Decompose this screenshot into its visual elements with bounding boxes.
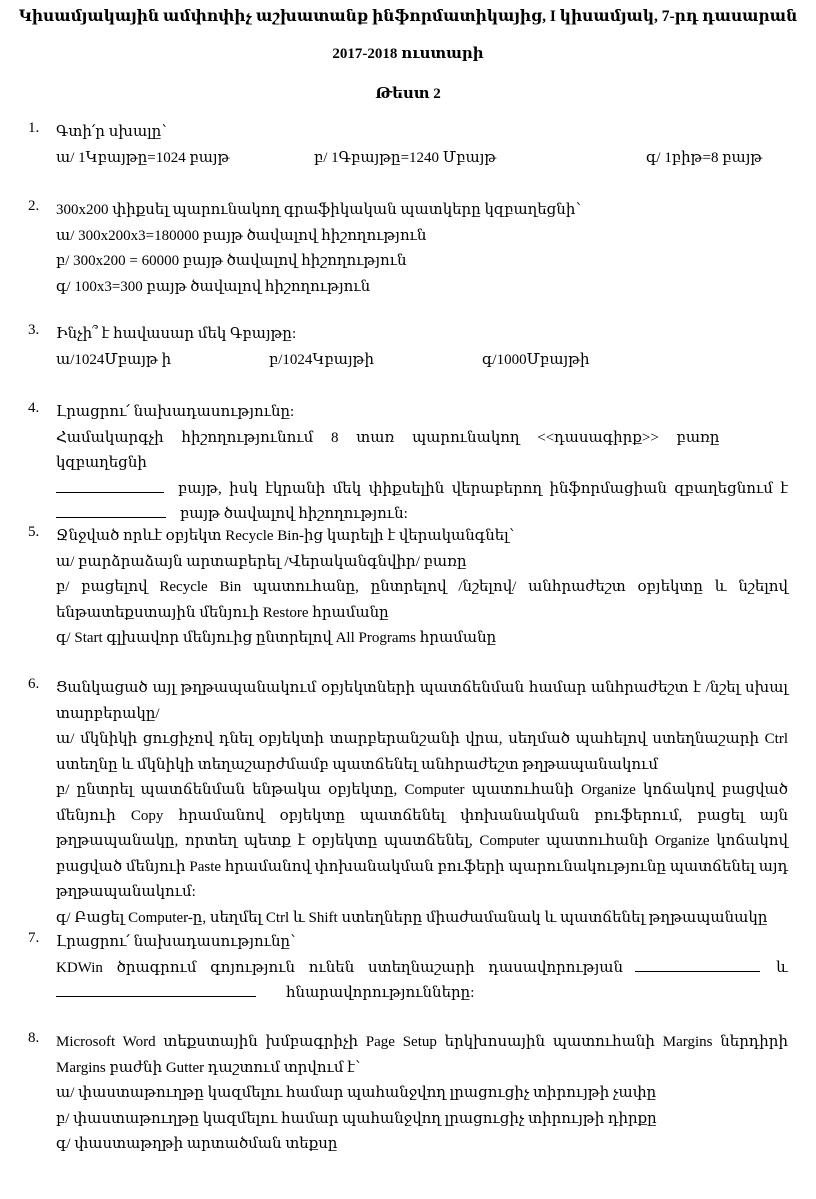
option-a: ա/ մկնիկի ցուցիչով դնել օբյեկտի տարբերանշանի վրա, սեղմած պահելով ստեղնաշարի Ctrl ստեղնը և մկնիկի տեղաշարժմամբ պատճենել անհրաժեշտ թղթապանակում bbox=[56, 731, 788, 773]
fill-sentence-line: KDWin ծրագրում գոյություն ունեն ստեղնաշարի դասավորության bbox=[56, 959, 624, 976]
school-year: 2017-2018 ուստարի bbox=[332, 46, 484, 62]
fill-sentence-line: Համակարգչի հիշողությունում 8 տառ պարունակող <<դասագիրք>> բառը կզբաղեցնի bbox=[56, 429, 720, 471]
question-number: 8. bbox=[28, 1030, 40, 1046]
question-number: 7. bbox=[28, 930, 40, 946]
option-b: բ/ 1Գբայթը=1240 Մբայթ bbox=[314, 149, 497, 166]
question-1 bbox=[28, 120, 788, 171]
question-5 bbox=[28, 524, 788, 652]
question-number: 3. bbox=[28, 322, 40, 338]
question-number: 5. bbox=[28, 524, 40, 540]
option-a: ա/ փաստաթուղթը կազմելու համար պահանջվող լրացուցիչ տիրույթի չափը bbox=[56, 1085, 657, 1101]
option-c: գ/1000Մբայթի bbox=[482, 351, 590, 368]
option-b: բ/ բացելով Recycle Bin պատուհանը, ընտրելով /նշելով/ անհրաժեշտ օբյեկտը և նշելով ենթատեքստային մենյուի Restore հրամանը bbox=[56, 579, 788, 621]
answer-blank[interactable] bbox=[56, 982, 256, 997]
document-title: Կիսամյակային ամփոփիչ աշխատանք ինֆորմատիկայից, I կիսամյակ, 7-րդ դասարան bbox=[18, 8, 798, 25]
fill-sentence-line: հնարավորությունները: bbox=[286, 985, 475, 1001]
question-stem: Լրացրու՛ նախադասությունը: bbox=[56, 404, 295, 420]
question-number: 4. bbox=[28, 400, 40, 416]
fill-sentence-line: բայթ, իսկ էկրանի մեկ փիքսելին վերաբերող ինֆորմացիան զբաղեցնում է bbox=[178, 480, 788, 497]
option-b: բ/1024Կբայթի bbox=[269, 351, 374, 368]
question-stem: Microsoft Word տեքստային խմբագրիչի Page Setup երկխոսային պատուհանի Margins ներդիրի Margins բաժնի Gutter դաշտում տրվում է՝ bbox=[56, 1034, 788, 1076]
question-number: 1. bbox=[28, 120, 40, 136]
fill-sentence-line: բայթ ծավալով հիշողություն: bbox=[180, 506, 408, 522]
question-4 bbox=[28, 400, 788, 528]
question-stem: Ցանկացած այլ թղթապանակում օբյեկտների պատճենման համար անհրաժեշտ է /նշել սխալ տարբերակը/ bbox=[56, 680, 788, 722]
question-2 bbox=[28, 198, 788, 300]
question-7 bbox=[28, 930, 788, 1007]
answer-blank[interactable] bbox=[56, 478, 164, 493]
answer-blank[interactable] bbox=[56, 503, 166, 518]
option-c: գ/ 100x3=300 բայթ ծավալով հիշողություն bbox=[56, 278, 371, 295]
question-stem: 300x200 փիքսել պարունակող գրաֆիկական պատկերը կզբաղեցնի՝ bbox=[56, 202, 581, 218]
option-a: ա/ 300x200x3=180000 բայթ ծավալով հիշողություն bbox=[56, 227, 427, 244]
question-8 bbox=[28, 1030, 788, 1158]
option-c: գ/ փաստաթղթի արտածման տեքսը bbox=[56, 1136, 338, 1152]
option-c: գ/ Բացել Computer-ը, սեղմել Ctrl և Shift ստեղները միաժամանակ և պատճենել թղթապանակը bbox=[56, 909, 768, 926]
option-a: ա/ 1Կբայթը=1024 բայթ bbox=[56, 149, 230, 166]
option-a: ա/1024Մբայթ ի bbox=[56, 351, 172, 368]
question-number: 2. bbox=[28, 198, 40, 214]
option-b: բ/ փաստաթուղթը կազմելու համար պահանջվող լրացուցիչ տիրույթի դիրքը bbox=[56, 1110, 657, 1127]
option-b: բ/ ընտրել պատճենման ենթակա օբյեկտը, Computer պատուհանի Organize կոճակով բացված մենյուի Copy հրամանով օբյեկտը պատճենել փոխանակման բուֆերում, բացել այն թղթապանակը, որտեղ պետք է օբյեկտը պատճենել, Computer պատուհանի Organize կոճակով բացված մենյուի Paste հրամանով փոխանակման բուֆերի պարունակությունը պատճենել այդ թղթապանակում: bbox=[56, 782, 788, 900]
question-stem: Ինչի՞ է հավասար մեկ Գբայթը: bbox=[56, 326, 297, 342]
question-3 bbox=[28, 322, 788, 373]
option-a: ա/ բարձրաձայն արտաբերել /Վերականգնվիր/ բառը bbox=[56, 553, 467, 570]
question-stem: Լրացրու՛ նախադասությունը՝ bbox=[56, 934, 296, 950]
option-c: գ/ Start գլխավոր մենյուից ընտրելով All Programs հրամանը bbox=[56, 630, 497, 646]
option-c: գ/ 1բիթ=8 բայթ bbox=[646, 149, 763, 166]
question-stem: Ջնջված որևէ օբյեկտ Recycle Bin-ից կարելի է վերականգնել՝ bbox=[56, 528, 515, 544]
question-number: 6. bbox=[28, 676, 40, 692]
answer-blank[interactable] bbox=[635, 957, 760, 972]
option-b: բ/ 300x200 = 60000 բայթ ծավալով հիշողություն bbox=[56, 253, 407, 269]
fill-sentence-line-end: և bbox=[776, 959, 788, 976]
question-6 bbox=[28, 676, 788, 931]
test-variant: Թեստ 2 bbox=[375, 86, 441, 102]
question-stem: Գտի՛ր սխալը՝ bbox=[56, 124, 167, 140]
